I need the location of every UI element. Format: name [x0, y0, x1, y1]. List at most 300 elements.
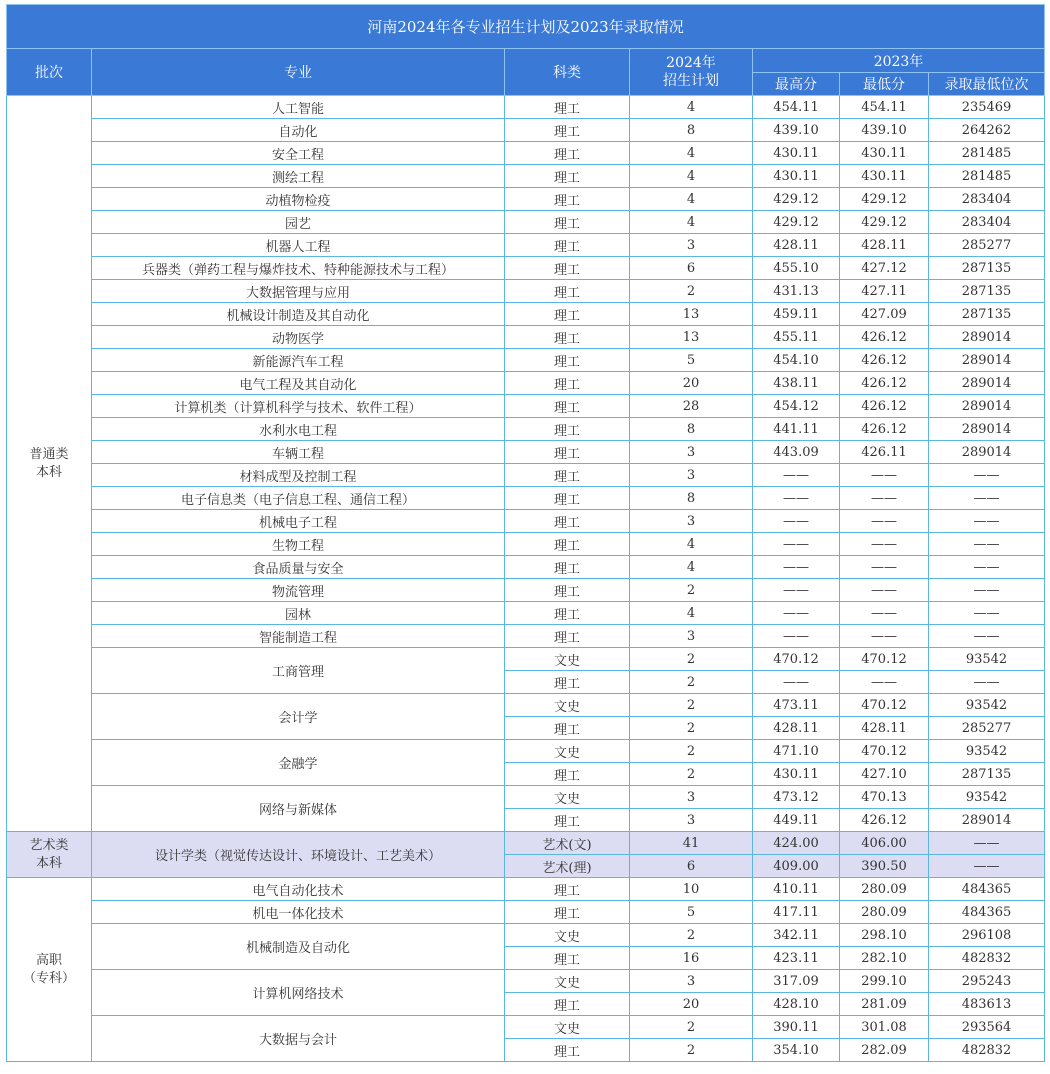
plan-cell: 8: [630, 418, 753, 441]
category-cell: 理工: [505, 579, 630, 602]
max-score-cell: 473.12: [753, 786, 840, 809]
major-cell: 车辆工程: [92, 441, 505, 464]
major-cell: 水利水电工程: [92, 418, 505, 441]
min-score-cell: 427.10: [840, 763, 929, 786]
header-min-score: 最低分: [840, 73, 929, 96]
table-row: [7, 901, 1045, 924]
max-score-cell: ——: [753, 510, 840, 533]
table-row: [7, 119, 1045, 142]
plan-cell: 4: [630, 602, 753, 625]
category-cell: 文史: [505, 740, 630, 763]
max-score-cell: 443.09: [753, 441, 840, 464]
major-cell: 自动化: [92, 119, 505, 142]
table-row: [7, 625, 1045, 648]
major-cell: 机器人工程: [92, 234, 505, 257]
batch-cell: [7, 832, 92, 878]
batch-cell: [7, 878, 92, 1062]
min-score-cell: 281.09: [840, 993, 929, 1016]
max-score-cell: 438.11: [753, 372, 840, 395]
min-score-cell: 427.11: [840, 280, 929, 303]
plan-cell: 2: [630, 671, 753, 694]
major-cell: 动物医学: [92, 326, 505, 349]
min-rank-cell: 281485: [929, 142, 1045, 165]
min-rank-cell: 93542: [929, 694, 1045, 717]
min-score-cell: 428.11: [840, 234, 929, 257]
plan-cell: 2: [630, 1039, 753, 1062]
min-rank-cell: 287135: [929, 280, 1045, 303]
plan-cell: 2: [630, 648, 753, 671]
major-cell: 计算机网络技术: [92, 970, 505, 1016]
table-row: [7, 832, 1045, 855]
min-rank-cell: 289014: [929, 441, 1045, 464]
category-cell: 理工: [505, 211, 630, 234]
plan-cell: 3: [630, 464, 753, 487]
min-score-cell: 427.09: [840, 303, 929, 326]
min-score-cell: 454.11: [840, 96, 929, 119]
major-cell: 电气工程及其自动化: [92, 372, 505, 395]
major-cell: 工商管理: [92, 648, 505, 694]
major-cell: 网络与新媒体: [92, 786, 505, 832]
category-cell: 理工: [505, 993, 630, 1016]
header-year-2023: 2023年: [753, 49, 1045, 73]
category-cell: 文史: [505, 648, 630, 671]
max-score-cell: 430.11: [753, 763, 840, 786]
min-rank-cell: ——: [929, 671, 1045, 694]
min-score-cell: ——: [840, 579, 929, 602]
category-cell: 理工: [505, 533, 630, 556]
min-rank-cell: 484365: [929, 878, 1045, 901]
min-score-cell: 280.09: [840, 878, 929, 901]
min-score-cell: ——: [840, 464, 929, 487]
major-cell: 设计学类（视觉传达设计、环境设计、工艺美术）: [92, 832, 505, 878]
max-score-cell: ——: [753, 487, 840, 510]
plan-cell: 3: [630, 786, 753, 809]
min-rank-cell: 289014: [929, 349, 1045, 372]
plan-cell: 3: [630, 441, 753, 464]
min-score-cell: 427.12: [840, 257, 929, 280]
max-score-cell: ——: [753, 625, 840, 648]
category-cell: 理工: [505, 878, 630, 901]
table-row: [7, 326, 1045, 349]
min-rank-cell: ——: [929, 533, 1045, 556]
table-row: [7, 257, 1045, 280]
plan-cell: 8: [630, 119, 753, 142]
admission-table: [6, 4, 1045, 1062]
major-cell: 计算机类（计算机科学与技术、软件工程）: [92, 395, 505, 418]
category-cell: 理工: [505, 119, 630, 142]
category-cell: 理工: [505, 602, 630, 625]
category-cell: 文史: [505, 970, 630, 993]
plan-cell: 3: [630, 809, 753, 832]
max-score-cell: 317.09: [753, 970, 840, 993]
min-rank-cell: 287135: [929, 763, 1045, 786]
min-rank-cell: 287135: [929, 303, 1045, 326]
min-rank-cell: 484365: [929, 901, 1045, 924]
category-cell: 理工: [505, 901, 630, 924]
min-rank-cell: 287135: [929, 257, 1045, 280]
min-score-cell: 426.12: [840, 326, 929, 349]
major-cell: 兵器类（弹药工程与爆炸技术、特种能源技术与工程）: [92, 257, 505, 280]
plan-cell: 2: [630, 740, 753, 763]
min-rank-cell: 482832: [929, 947, 1045, 970]
min-score-cell: 426.11: [840, 441, 929, 464]
table-row: [7, 464, 1045, 487]
max-score-cell: 417.11: [753, 901, 840, 924]
min-rank-cell: ——: [929, 602, 1045, 625]
category-cell: 理工: [505, 763, 630, 786]
table-row: [7, 970, 1045, 993]
major-cell: 人工智能: [92, 96, 505, 119]
major-cell: 食品质量与安全: [92, 556, 505, 579]
plan-cell: 4: [630, 211, 753, 234]
min-rank-cell: 264262: [929, 119, 1045, 142]
max-score-cell: 454.11: [753, 96, 840, 119]
max-score-cell: 471.10: [753, 740, 840, 763]
header-category: 科类: [505, 49, 630, 96]
major-cell: 电子信息类（电子信息工程、通信工程）: [92, 487, 505, 510]
category-cell: 理工: [505, 257, 630, 280]
major-cell: 电气自动化技术: [92, 878, 505, 901]
min-score-cell: 426.12: [840, 349, 929, 372]
min-score-cell: 470.12: [840, 648, 929, 671]
max-score-cell: 423.11: [753, 947, 840, 970]
table-row: [7, 1016, 1045, 1039]
min-rank-cell: 285277: [929, 717, 1045, 740]
max-score-cell: ——: [753, 602, 840, 625]
table-row: [7, 694, 1045, 717]
plan-cell: 6: [630, 855, 753, 878]
min-score-cell: 470.12: [840, 740, 929, 763]
category-cell: 艺术(理): [505, 855, 630, 878]
min-score-cell: 439.10: [840, 119, 929, 142]
min-score-cell: 426.12: [840, 372, 929, 395]
plan-cell: 4: [630, 533, 753, 556]
table-row: [7, 372, 1045, 395]
plan-cell: 2: [630, 924, 753, 947]
table-row: [7, 487, 1045, 510]
plan-cell: 20: [630, 372, 753, 395]
major-cell: 材料成型及控制工程: [92, 464, 505, 487]
min-score-cell: ——: [840, 625, 929, 648]
table-row: [7, 96, 1045, 119]
category-cell: 文史: [505, 1016, 630, 1039]
table-row: [7, 441, 1045, 464]
category-cell: 文史: [505, 694, 630, 717]
min-rank-cell: 289014: [929, 372, 1045, 395]
plan-cell: 6: [630, 257, 753, 280]
plan-cell: 4: [630, 188, 753, 211]
min-score-cell: 282.10: [840, 947, 929, 970]
plan-cell: 13: [630, 303, 753, 326]
table-row: [7, 280, 1045, 303]
category-cell: 理工: [505, 556, 630, 579]
plan-cell: 4: [630, 142, 753, 165]
table-row: [7, 303, 1045, 326]
header-min-rank: 录取最低位次: [929, 73, 1045, 96]
min-rank-cell: ——: [929, 510, 1045, 533]
major-cell: 新能源汽车工程: [92, 349, 505, 372]
min-score-cell: 430.11: [840, 165, 929, 188]
plan-cell: 28: [630, 395, 753, 418]
table-row: [7, 142, 1045, 165]
max-score-cell: 454.12: [753, 395, 840, 418]
min-rank-cell: 296108: [929, 924, 1045, 947]
max-score-cell: 428.11: [753, 717, 840, 740]
major-cell: 机电一体化技术: [92, 901, 505, 924]
table-row: [7, 602, 1045, 625]
max-score-cell: 429.12: [753, 188, 840, 211]
table-row: [7, 188, 1045, 211]
max-score-cell: 431.13: [753, 280, 840, 303]
max-score-cell: ——: [753, 464, 840, 487]
min-score-cell: ——: [840, 487, 929, 510]
category-cell: 理工: [505, 395, 630, 418]
min-score-cell: 390.50: [840, 855, 929, 878]
table-title: 河南2024年各专业招生计划及2023年录取情况: [7, 5, 1045, 49]
min-rank-cell: 289014: [929, 809, 1045, 832]
admission-table-container: [6, 4, 1044, 1062]
table-row: [7, 924, 1045, 947]
batch-label-line2: 本科: [35, 855, 62, 871]
table-row: [7, 418, 1045, 441]
plan-cell: 4: [630, 165, 753, 188]
min-rank-cell: 289014: [929, 395, 1045, 418]
plan-cell: 2: [630, 1016, 753, 1039]
header-plan: [630, 49, 753, 96]
category-cell: 理工: [505, 188, 630, 211]
major-cell: 智能制造工程: [92, 625, 505, 648]
plan-cell: 4: [630, 556, 753, 579]
plan-cell: 2: [630, 763, 753, 786]
table-row: [7, 648, 1045, 671]
plan-cell: 5: [630, 901, 753, 924]
min-rank-cell: 289014: [929, 418, 1045, 441]
plan-cell: 3: [630, 970, 753, 993]
major-cell: 机械制造及自动化: [92, 924, 505, 970]
min-score-cell: 301.08: [840, 1016, 929, 1039]
table-row: [7, 579, 1045, 602]
min-score-cell: ——: [840, 671, 929, 694]
category-cell: 文史: [505, 786, 630, 809]
max-score-cell: 354.10: [753, 1039, 840, 1062]
min-rank-cell: 482832: [929, 1039, 1045, 1062]
max-score-cell: 441.11: [753, 418, 840, 441]
major-cell: 生物工程: [92, 533, 505, 556]
min-rank-cell: 293564: [929, 1016, 1045, 1039]
table-row: [7, 211, 1045, 234]
min-score-cell: ——: [840, 602, 929, 625]
plan-cell: 3: [630, 234, 753, 257]
category-cell: 理工: [505, 96, 630, 119]
max-score-cell: 470.12: [753, 648, 840, 671]
max-score-cell: ——: [753, 671, 840, 694]
plan-cell: 2: [630, 694, 753, 717]
table-row: [7, 234, 1045, 257]
min-rank-cell: 93542: [929, 648, 1045, 671]
max-score-cell: 410.11: [753, 878, 840, 901]
min-score-cell: 280.09: [840, 901, 929, 924]
plan-cell: 8: [630, 487, 753, 510]
table-row: [7, 533, 1045, 556]
max-score-cell: 430.11: [753, 165, 840, 188]
plan-cell: 2: [630, 717, 753, 740]
table-row: [7, 556, 1045, 579]
max-score-cell: 428.11: [753, 234, 840, 257]
batch-cell: [7, 96, 92, 832]
min-rank-cell: 281485: [929, 165, 1045, 188]
max-score-cell: ——: [753, 579, 840, 602]
min-score-cell: 470.13: [840, 786, 929, 809]
min-rank-cell: ——: [929, 464, 1045, 487]
max-score-cell: 449.11: [753, 809, 840, 832]
max-score-cell: 428.10: [753, 993, 840, 1016]
min-score-cell: 282.09: [840, 1039, 929, 1062]
max-score-cell: 342.11: [753, 924, 840, 947]
category-cell: 理工: [505, 717, 630, 740]
max-score-cell: 455.10: [753, 257, 840, 280]
major-cell: 动植物检疫: [92, 188, 505, 211]
header-max-score: 最高分: [753, 73, 840, 96]
table-body: [7, 96, 1045, 1062]
plan-cell: 3: [630, 625, 753, 648]
plan-cell: 10: [630, 878, 753, 901]
category-cell: 艺术(文): [505, 832, 630, 855]
category-cell: 理工: [505, 349, 630, 372]
batch-label-line1: 艺术类: [29, 837, 69, 853]
min-rank-cell: ——: [929, 487, 1045, 510]
min-rank-cell: 235469: [929, 96, 1045, 119]
batch-label-line2: （专科）: [22, 970, 75, 986]
major-cell: 金融学: [92, 740, 505, 786]
min-score-cell: 298.10: [840, 924, 929, 947]
min-score-cell: 299.10: [840, 970, 929, 993]
plan-cell: 13: [630, 326, 753, 349]
major-cell: 机械设计制造及其自动化: [92, 303, 505, 326]
max-score-cell: ——: [753, 533, 840, 556]
min-rank-cell: 289014: [929, 326, 1045, 349]
category-cell: 理工: [505, 326, 630, 349]
max-score-cell: ——: [753, 556, 840, 579]
major-cell: 测绘工程: [92, 165, 505, 188]
min-score-cell: ——: [840, 533, 929, 556]
min-score-cell: 426.12: [840, 418, 929, 441]
category-cell: 理工: [505, 142, 630, 165]
min-rank-cell: ——: [929, 625, 1045, 648]
major-cell: 大数据管理与应用: [92, 280, 505, 303]
category-cell: 理工: [505, 303, 630, 326]
header-major: 专业: [92, 49, 505, 96]
major-cell: 会计学: [92, 694, 505, 740]
max-score-cell: 455.11: [753, 326, 840, 349]
plan-cell: 4: [630, 96, 753, 119]
min-score-cell: ——: [840, 510, 929, 533]
min-score-cell: 426.12: [840, 395, 929, 418]
plan-cell: 41: [630, 832, 753, 855]
max-score-cell: 429.12: [753, 211, 840, 234]
header-plan-line1: 2024年: [666, 55, 716, 71]
table-row: [7, 740, 1045, 763]
plan-cell: 2: [630, 280, 753, 303]
table-row: [7, 349, 1045, 372]
min-score-cell: 428.11: [840, 717, 929, 740]
min-rank-cell: ——: [929, 556, 1045, 579]
max-score-cell: 430.11: [753, 142, 840, 165]
plan-cell: 16: [630, 947, 753, 970]
min-rank-cell: 283404: [929, 211, 1045, 234]
min-rank-cell: ——: [929, 855, 1045, 878]
category-cell: 理工: [505, 165, 630, 188]
major-cell: 大数据与会计: [92, 1016, 505, 1062]
max-score-cell: 459.11: [753, 303, 840, 326]
table-row: [7, 165, 1045, 188]
category-cell: 理工: [505, 1039, 630, 1062]
min-score-cell: 426.12: [840, 809, 929, 832]
category-cell: 理工: [505, 372, 630, 395]
batch-label-line1: 高职: [35, 952, 62, 968]
major-cell: 物流管理: [92, 579, 505, 602]
table-row: [7, 510, 1045, 533]
min-rank-cell: 295243: [929, 970, 1045, 993]
max-score-cell: 409.00: [753, 855, 840, 878]
plan-cell: 5: [630, 349, 753, 372]
max-score-cell: 390.11: [753, 1016, 840, 1039]
plan-cell: 2: [630, 579, 753, 602]
min-score-cell: 429.12: [840, 211, 929, 234]
category-cell: 理工: [505, 487, 630, 510]
table-row: [7, 395, 1045, 418]
category-cell: 理工: [505, 947, 630, 970]
header-plan-line2: 招生计划: [663, 73, 719, 89]
max-score-cell: 424.00: [753, 832, 840, 855]
min-rank-cell: 483613: [929, 993, 1045, 1016]
plan-cell: 20: [630, 993, 753, 1016]
major-cell: 园艺: [92, 211, 505, 234]
category-cell: 理工: [505, 510, 630, 533]
batch-label-line2: 本科: [35, 464, 62, 480]
min-score-cell: 429.12: [840, 188, 929, 211]
category-cell: 理工: [505, 809, 630, 832]
min-rank-cell: 285277: [929, 234, 1045, 257]
min-score-cell: 430.11: [840, 142, 929, 165]
major-cell: 安全工程: [92, 142, 505, 165]
table-row: [7, 786, 1045, 809]
min-score-cell: ——: [840, 556, 929, 579]
plan-cell: 3: [630, 510, 753, 533]
category-cell: 理工: [505, 625, 630, 648]
batch-label-line1: 普通类: [29, 446, 69, 462]
category-cell: 理工: [505, 441, 630, 464]
category-cell: 理工: [505, 234, 630, 257]
header-batch: 批次: [7, 49, 92, 96]
category-cell: 理工: [505, 671, 630, 694]
major-cell: 园林: [92, 602, 505, 625]
table-row: [7, 878, 1045, 901]
category-cell: 理工: [505, 464, 630, 487]
category-cell: 理工: [505, 418, 630, 441]
category-cell: 文史: [505, 924, 630, 947]
max-score-cell: 439.10: [753, 119, 840, 142]
min-score-cell: 406.00: [840, 832, 929, 855]
min-rank-cell: 93542: [929, 740, 1045, 763]
max-score-cell: 473.11: [753, 694, 840, 717]
min-rank-cell: ——: [929, 832, 1045, 855]
min-score-cell: 470.12: [840, 694, 929, 717]
category-cell: 理工: [505, 280, 630, 303]
min-rank-cell: 93542: [929, 786, 1045, 809]
major-cell: 机械电子工程: [92, 510, 505, 533]
max-score-cell: 454.10: [753, 349, 840, 372]
min-rank-cell: 283404: [929, 188, 1045, 211]
